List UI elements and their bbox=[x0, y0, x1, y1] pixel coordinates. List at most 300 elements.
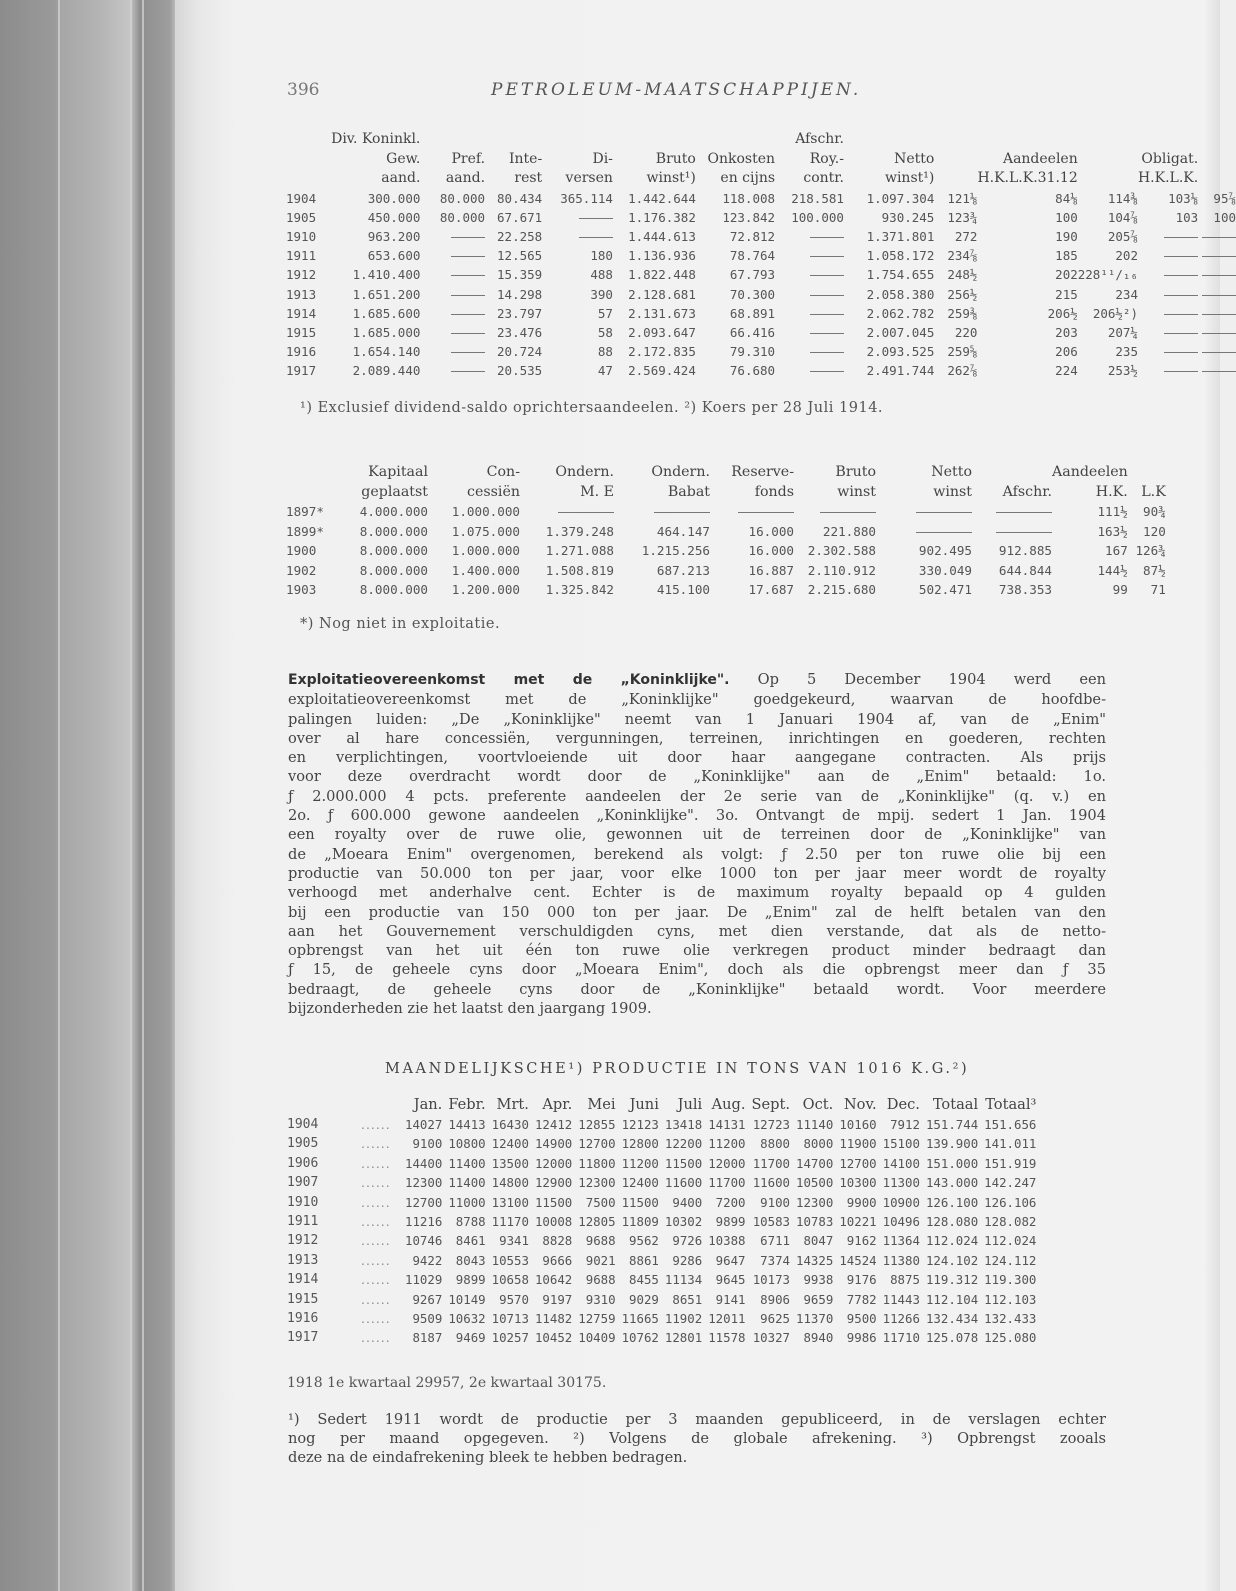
cell-bruto: 2.093.647 bbox=[628, 324, 696, 340]
cell-afschr: 738.353 bbox=[998, 582, 1052, 598]
cell-pref: 80.000 bbox=[439, 209, 486, 225]
cell-afschr bbox=[972, 522, 1052, 542]
cell-netto: 2.062.782 bbox=[866, 305, 935, 321]
table-row bbox=[287, 1251, 1036, 1270]
cell-value: 8461 bbox=[455, 1233, 486, 1249]
cell-onkosten: 72.812 bbox=[729, 228, 776, 244]
table-row bbox=[286, 304, 1236, 323]
cell-value: 12000 bbox=[534, 1155, 573, 1171]
column-header: Obligat. bbox=[1141, 150, 1199, 167]
dash-placeholder bbox=[654, 512, 710, 513]
column-header: Con- bbox=[486, 464, 520, 480]
cell-hk: 234⅞ bbox=[947, 248, 978, 264]
cell-value: 12412 bbox=[534, 1117, 573, 1132]
cell-bruto: 1.136.936 bbox=[628, 248, 696, 264]
column-header bbox=[1198, 169, 1236, 189]
cell-netto: 1.754.655 bbox=[866, 267, 935, 283]
leader-dots: ...... bbox=[361, 1252, 391, 1268]
cell-netto: 1.097.304 bbox=[866, 190, 935, 206]
cell-royalty bbox=[775, 227, 844, 246]
column-header bbox=[934, 169, 977, 189]
cell-value: 12300 bbox=[578, 1175, 616, 1191]
cell-value: 112.024 bbox=[925, 1233, 979, 1249]
cell-value: 11665 bbox=[621, 1311, 659, 1327]
cell-year: 1911 bbox=[286, 248, 317, 264]
paragraph-line: palingen luiden: „De „Koninklijke" neemt van 1 Januari 1904 af, van de „Enim" bbox=[288, 710, 1106, 728]
cell-value: 9100 bbox=[412, 1136, 443, 1152]
cell-value: 132.433 bbox=[984, 1311, 1037, 1327]
column-header: Netto bbox=[931, 464, 972, 480]
cell-ob_lk bbox=[1198, 342, 1236, 361]
cell-netto: 2.007.045 bbox=[866, 324, 935, 340]
cell-value: 11500 bbox=[621, 1194, 659, 1210]
cell-value: 10388 bbox=[708, 1233, 746, 1249]
book-binding bbox=[0, 0, 175, 1591]
column-header bbox=[934, 130, 977, 150]
cell-hk: 123¾ bbox=[947, 209, 978, 225]
dash-placeholder bbox=[996, 512, 1052, 513]
cell-year: 1899* bbox=[286, 523, 324, 539]
cell-me: 1.508.819 bbox=[545, 562, 614, 578]
cell-value: 14027 bbox=[405, 1117, 443, 1132]
cell-interest: 20.724 bbox=[497, 344, 543, 360]
cell-diversen: 57 bbox=[597, 305, 613, 321]
cell-value: 11443 bbox=[882, 1291, 920, 1307]
cell-value: 128.082 bbox=[984, 1214, 1037, 1230]
cell-value: 8940 bbox=[803, 1330, 834, 1346]
cell-ob_lk bbox=[1198, 227, 1236, 246]
table-row bbox=[287, 1115, 1036, 1134]
column-header: Totaal bbox=[932, 1096, 979, 1113]
cell-value: 142.247 bbox=[984, 1175, 1037, 1191]
paragraph-line: exploitatieovereenkomst met de „Koninklijke" goedgekeurd, waarvan de hoofdbe- bbox=[288, 691, 1106, 709]
cell-netto: 330.049 bbox=[918, 562, 972, 578]
dash-placeholder bbox=[451, 256, 485, 257]
cell-value: 10583 bbox=[752, 1214, 790, 1230]
cell-lk: 120 bbox=[1143, 523, 1166, 539]
cell-year: 1911 bbox=[287, 1214, 319, 1230]
cell-value: 13418 bbox=[664, 1117, 703, 1132]
paragraph-line: ƒ 15, de geheele cyns door „Moeara Enim", doch als die opbrengst meer dan ƒ 35 bbox=[288, 961, 1106, 979]
table-row bbox=[287, 1309, 1036, 1328]
cell-interest: 23.797 bbox=[497, 305, 543, 321]
cell-bruto: 1.822.448 bbox=[628, 267, 696, 283]
column-header: Babat bbox=[667, 484, 710, 500]
cell-value: 9400 bbox=[672, 1194, 703, 1210]
dash-placeholder bbox=[1164, 314, 1198, 315]
dash-placeholder bbox=[1202, 371, 1236, 372]
cell-pref bbox=[420, 285, 485, 304]
column-header: Aug. bbox=[711, 1096, 746, 1113]
cell-value: 10496 bbox=[882, 1214, 920, 1230]
cell-afschr: 912.885 bbox=[998, 543, 1052, 559]
paragraph-line: de „Moeara Enim" overgenomen, berekend als volgt: ƒ 2.50 per ton ruwe olie bij een bbox=[288, 845, 1106, 863]
cell-value: 11140 bbox=[796, 1117, 834, 1132]
dots-header bbox=[335, 1094, 399, 1115]
cell-royalty bbox=[775, 304, 844, 323]
paragraph-line: 2o. ƒ 600.000 gewone aandeelen „Koninklijke". 3o. Ontvangt de mpij. sedert 1 Jan. 1904 bbox=[288, 807, 1106, 825]
dash-placeholder bbox=[451, 314, 485, 315]
cell-value: 9647 bbox=[715, 1252, 746, 1268]
cell-value: 11809 bbox=[621, 1214, 659, 1230]
cell-reserve: 17.687 bbox=[748, 582, 794, 598]
cell-value: 14100 bbox=[882, 1155, 920, 1171]
column-header: Aandeelen bbox=[1052, 464, 1128, 480]
cell-value: 9029 bbox=[629, 1291, 659, 1307]
cell-value: 10327 bbox=[752, 1330, 790, 1346]
cell-value: 14325 bbox=[796, 1252, 834, 1268]
cell-value: 10409 bbox=[578, 1330, 616, 1346]
cell-lk: 202 bbox=[1055, 267, 1078, 283]
dash-placeholder bbox=[810, 352, 844, 353]
cell-pref bbox=[420, 361, 485, 380]
table-row bbox=[286, 580, 1166, 600]
cell-value: 8047 bbox=[803, 1233, 834, 1249]
column-header: Bruto bbox=[655, 150, 696, 167]
cell-value: 10221 bbox=[839, 1214, 877, 1230]
dash-placeholder bbox=[810, 275, 844, 276]
cell-hk: 272 bbox=[954, 228, 978, 244]
cell-value: 8187 bbox=[412, 1330, 443, 1346]
cell-value: 8875 bbox=[890, 1272, 920, 1288]
cell-concessien: 1.200.000 bbox=[451, 582, 520, 598]
table-row bbox=[287, 1193, 1036, 1212]
dash-placeholder bbox=[738, 512, 794, 513]
column-header bbox=[420, 130, 485, 150]
leader-dots: ...... bbox=[361, 1194, 391, 1210]
cell-reserve: 16.000 bbox=[748, 543, 794, 559]
table-row bbox=[287, 1154, 1036, 1173]
cell-lk: 206½ bbox=[1047, 305, 1078, 321]
cell-ob_lk: 100 bbox=[1213, 209, 1236, 225]
cell-onkosten: 67.793 bbox=[729, 267, 776, 283]
cell-ob_hk: 103 bbox=[1175, 209, 1199, 225]
cell-value: 7912 bbox=[890, 1117, 920, 1132]
dash-placeholder bbox=[579, 237, 613, 238]
cell-value: 11700 bbox=[708, 1175, 746, 1191]
cell-diversen: 390 bbox=[590, 286, 613, 302]
cell-value: 11710 bbox=[882, 1330, 920, 1346]
cell-value: 10300 bbox=[839, 1175, 877, 1191]
cell-value: 8455 bbox=[629, 1272, 659, 1288]
column-header: geplaatst bbox=[361, 484, 428, 500]
dash-placeholder bbox=[820, 512, 876, 513]
cell-year: 1913 bbox=[287, 1252, 319, 1268]
cell-value: 11216 bbox=[405, 1214, 443, 1230]
cell-value: 10658 bbox=[491, 1272, 529, 1288]
cell-lk: 215 bbox=[1055, 286, 1078, 302]
column-header bbox=[613, 130, 696, 150]
cell-concessien: 1.400.000 bbox=[451, 562, 520, 578]
column-header: contr. bbox=[803, 170, 844, 186]
cell-value: 11200 bbox=[621, 1155, 659, 1171]
cell-value: 119.312 bbox=[925, 1272, 979, 1288]
cell-value: 112.024 bbox=[984, 1233, 1037, 1249]
financial-table-enim bbox=[286, 462, 1166, 600]
column-header bbox=[542, 130, 613, 150]
cell-value: 11600 bbox=[752, 1175, 790, 1191]
cell-netto: 2.058.380 bbox=[866, 286, 935, 302]
cell-netto: 902.495 bbox=[918, 543, 972, 559]
cell-value: 119.300 bbox=[984, 1272, 1037, 1288]
dash-placeholder bbox=[1164, 295, 1198, 296]
cell-value: 11800 bbox=[578, 1155, 616, 1171]
cell-lk: 90¾ bbox=[1143, 504, 1166, 519]
dash-placeholder bbox=[1202, 314, 1236, 315]
column-header: Roy.- bbox=[809, 150, 844, 167]
dash-placeholder bbox=[996, 532, 1052, 533]
cell-value: 141.011 bbox=[984, 1136, 1037, 1152]
cell-value: 9570 bbox=[499, 1291, 529, 1307]
cell-value: 12800 bbox=[621, 1136, 659, 1152]
cell-value: 8906 bbox=[760, 1291, 790, 1307]
cell-lk: 71 bbox=[1150, 582, 1166, 598]
cell-value: 7374 bbox=[760, 1252, 790, 1268]
column-header: Kapitaal bbox=[368, 464, 428, 480]
dash-placeholder bbox=[1164, 256, 1198, 257]
table-row bbox=[286, 246, 1236, 265]
cell-me: 1.271.088 bbox=[545, 543, 614, 559]
cell-diversen bbox=[542, 227, 613, 246]
cell-value: 10302 bbox=[664, 1214, 703, 1230]
table-row bbox=[286, 522, 1166, 542]
cell-value: 11266 bbox=[882, 1311, 920, 1327]
table-row bbox=[286, 227, 1236, 246]
cell-royalty bbox=[775, 246, 844, 265]
table-row bbox=[287, 1212, 1036, 1231]
cell-year: 1904 bbox=[287, 1117, 319, 1132]
cell-onkosten: 68.891 bbox=[729, 305, 776, 321]
column-header: en cijns bbox=[720, 170, 776, 186]
leader-dots: ...... bbox=[361, 1214, 391, 1230]
cell-value: 8788 bbox=[455, 1214, 486, 1230]
cell-bruto: 2.569.424 bbox=[628, 363, 696, 379]
cell-year: 1897* bbox=[286, 504, 324, 519]
table2-footnote: *) Nog niet in exploitatie. bbox=[300, 616, 501, 632]
cell-onkosten: 66.416 bbox=[729, 324, 776, 340]
cell-hk: 121⅛ bbox=[947, 190, 978, 206]
paragraph-line: bedraagt, de geheele cyns door de „Koninklijke" betaald wordt. Voor meerdere bbox=[288, 980, 1106, 998]
leader-dots: ...... bbox=[361, 1233, 391, 1249]
cell-k3112: 253½ bbox=[1107, 363, 1138, 379]
column-header bbox=[1078, 169, 1138, 189]
column-header bbox=[1128, 462, 1166, 482]
cell-value: 9267 bbox=[412, 1291, 443, 1307]
cell-ob_lk bbox=[1198, 304, 1236, 323]
cell-value: 12700 bbox=[578, 1136, 616, 1152]
cell-lk: 185 bbox=[1055, 248, 1078, 264]
column-header bbox=[286, 130, 331, 150]
cell-value: 132.434 bbox=[925, 1311, 979, 1327]
cell-value: 11902 bbox=[664, 1311, 703, 1327]
dash-placeholder bbox=[810, 256, 844, 257]
cell-royalty bbox=[775, 285, 844, 304]
cell-gew: 1.651.200 bbox=[352, 286, 421, 302]
leader-dots: ...... bbox=[361, 1175, 391, 1191]
cell-year: 1912 bbox=[286, 267, 317, 283]
cell-value: 9197 bbox=[542, 1291, 573, 1307]
paragraph-line: aan het Gouvernement verschuldigden cyns, met dien verstande, dat als de netto- bbox=[288, 922, 1106, 940]
table-row bbox=[286, 323, 1236, 342]
dash-placeholder bbox=[810, 333, 844, 334]
cell-value: 8651 bbox=[672, 1291, 703, 1307]
cell-value: 128.080 bbox=[925, 1214, 979, 1230]
column-header: winst bbox=[933, 484, 972, 500]
cell-diversen: 88 bbox=[597, 344, 613, 360]
cell-value: 12801 bbox=[664, 1330, 703, 1346]
cell-year: 1913 bbox=[286, 286, 317, 302]
cell-year: 1904 bbox=[286, 190, 317, 206]
cell-gew: 450.000 bbox=[367, 209, 421, 225]
cell-value: 12855 bbox=[578, 1117, 616, 1132]
column-header bbox=[1078, 150, 1138, 170]
column-header: H.K.L.K.31.12 bbox=[977, 170, 1078, 186]
table-row bbox=[286, 561, 1166, 581]
column-header: Aandeelen bbox=[1002, 150, 1078, 167]
cell-value: 10500 bbox=[796, 1175, 834, 1191]
cell-value: 12300 bbox=[796, 1194, 834, 1210]
cell-diversen: 488 bbox=[590, 267, 613, 283]
cell-interest: 67.671 bbox=[497, 209, 543, 225]
paragraph-line: een royalty over de ruwe olie, gewonnen uit de terreinen door de „Koninklijke" van bbox=[288, 826, 1106, 844]
cell-value: 9645 bbox=[715, 1272, 746, 1288]
dash-placeholder bbox=[451, 275, 485, 276]
dash-placeholder bbox=[1202, 295, 1236, 296]
paragraph-line: opbrengst van het uit één ton ruwe olie verkregen product minder bedraagt dan bbox=[288, 942, 1106, 960]
cell-gew: 653.600 bbox=[367, 248, 421, 264]
column-header: Ondern. bbox=[651, 464, 710, 480]
cell-value: 11482 bbox=[534, 1311, 573, 1327]
cell-value: 7500 bbox=[585, 1194, 616, 1210]
leader-dots: ...... bbox=[361, 1272, 391, 1288]
table-header-row bbox=[286, 169, 1236, 189]
cell-babat: 464.147 bbox=[656, 523, 710, 539]
cell-value: 124.112 bbox=[984, 1252, 1037, 1268]
cell-value: 9100 bbox=[760, 1194, 790, 1210]
cell-value: 8861 bbox=[629, 1252, 659, 1268]
dash-placeholder bbox=[1202, 237, 1236, 238]
cell-interest: 12.565 bbox=[497, 248, 543, 264]
cell-value: 9310 bbox=[585, 1291, 616, 1307]
cell-value: 10713 bbox=[491, 1311, 529, 1327]
cell-value: 12011 bbox=[708, 1311, 746, 1327]
cell-onkosten: 79.310 bbox=[729, 344, 776, 360]
cell-value: 11578 bbox=[708, 1330, 746, 1346]
cell-value: 13100 bbox=[491, 1194, 529, 1210]
cell-netto: 502.471 bbox=[918, 582, 972, 598]
column-header: Mrt. bbox=[496, 1096, 529, 1113]
cell-value: 12805 bbox=[578, 1214, 616, 1230]
cell-concessien: 1.075.000 bbox=[451, 523, 520, 539]
cell-value: 12700 bbox=[839, 1155, 877, 1171]
cell-hk: 259⅝ bbox=[947, 344, 978, 360]
table-row bbox=[287, 1290, 1036, 1309]
dash-placeholder bbox=[1202, 333, 1236, 334]
column-header: Jan. bbox=[413, 1096, 443, 1113]
dash-placeholder bbox=[916, 532, 972, 533]
column-header bbox=[1078, 130, 1138, 150]
cell-pref bbox=[420, 304, 485, 323]
cell-gew: 1.685.000 bbox=[352, 324, 421, 340]
cell-value: 11380 bbox=[882, 1252, 920, 1268]
column-header: Pref. bbox=[451, 150, 486, 167]
column-header bbox=[972, 462, 1052, 482]
paragraph-line: en verplichtingen, voortvloeiende uit door haar aangegane contracten. Als prijs bbox=[288, 749, 1106, 767]
table-row bbox=[287, 1270, 1036, 1289]
cell-hk: 259⅜ bbox=[947, 305, 978, 321]
cell-pref: 80.000 bbox=[439, 190, 486, 206]
cell-onkosten: 78.764 bbox=[729, 248, 776, 264]
column-header: H.K.L.K. bbox=[1137, 170, 1199, 186]
column-header: Nov. bbox=[843, 1096, 877, 1113]
column-header: M. E bbox=[580, 484, 614, 500]
cell-bruto: 2.131.673 bbox=[628, 305, 696, 321]
cell-gew: 1.410.400 bbox=[352, 267, 421, 283]
cell-value: 11029 bbox=[405, 1272, 443, 1288]
table-row bbox=[287, 1328, 1036, 1347]
cell-ob_lk bbox=[1198, 323, 1236, 342]
cell-value: 11364 bbox=[882, 1233, 920, 1249]
cell-me: 1.379.248 bbox=[545, 523, 614, 539]
cell-value: 10800 bbox=[448, 1136, 486, 1152]
column-header bbox=[485, 130, 542, 150]
leader-dots: ...... bbox=[361, 1136, 391, 1152]
column-header bbox=[286, 462, 336, 482]
cell-value: 13500 bbox=[491, 1155, 529, 1171]
cell-value: 9688 bbox=[585, 1272, 616, 1288]
cell-gew: 300.000 bbox=[367, 190, 421, 206]
cell-value: 10762 bbox=[621, 1330, 659, 1346]
table-row bbox=[286, 342, 1236, 361]
cell-year: 1903 bbox=[286, 582, 317, 598]
cell-ob_lk: 95⅞ bbox=[1213, 190, 1236, 206]
cell-value: 12123 bbox=[621, 1117, 659, 1132]
column-header bbox=[1198, 150, 1236, 170]
column-header: Gew. bbox=[386, 150, 421, 167]
cell-year: 1914 bbox=[286, 305, 317, 321]
cell-k3112: 228¹¹/₁₆ bbox=[1077, 267, 1138, 283]
cell-year: 1905 bbox=[286, 209, 317, 225]
cell-netto bbox=[876, 522, 972, 542]
dash-placeholder bbox=[1202, 352, 1236, 353]
cell-hk: 111½ bbox=[1097, 504, 1128, 519]
cell-bruto: 2.302.588 bbox=[807, 543, 876, 559]
leader-dots: ...... bbox=[361, 1117, 391, 1132]
column-header: Bruto bbox=[835, 464, 876, 480]
footnote-line: nog per maand opgegeven. ²) Volgens de globale afrekening. ³) Opbrengst zooals bbox=[288, 1430, 1106, 1448]
cell-year: 1905 bbox=[287, 1136, 319, 1152]
cell-value: 9688 bbox=[585, 1233, 616, 1249]
cell-value: 14524 bbox=[839, 1252, 877, 1268]
cell-value: 125.078 bbox=[925, 1330, 979, 1346]
cell-gew: 1.685.600 bbox=[352, 305, 421, 321]
cell-me: 1.325.842 bbox=[545, 582, 614, 598]
dash-placeholder bbox=[810, 295, 844, 296]
cell-value: 9659 bbox=[803, 1291, 834, 1307]
cell-royalty bbox=[775, 361, 844, 380]
cell-year: 1912 bbox=[287, 1233, 319, 1249]
table-row bbox=[286, 265, 1236, 284]
column-header bbox=[286, 169, 331, 189]
cell-k3112: 104⅞ bbox=[1107, 209, 1138, 225]
cell-value: 125.080 bbox=[984, 1330, 1037, 1346]
cell-value: 126.106 bbox=[984, 1194, 1037, 1210]
cell-value: 10783 bbox=[796, 1214, 834, 1230]
cell-value: 12723 bbox=[752, 1117, 790, 1132]
cell-ob_hk bbox=[1138, 342, 1198, 361]
column-header: Oct. bbox=[802, 1096, 834, 1113]
column-header bbox=[696, 130, 775, 150]
